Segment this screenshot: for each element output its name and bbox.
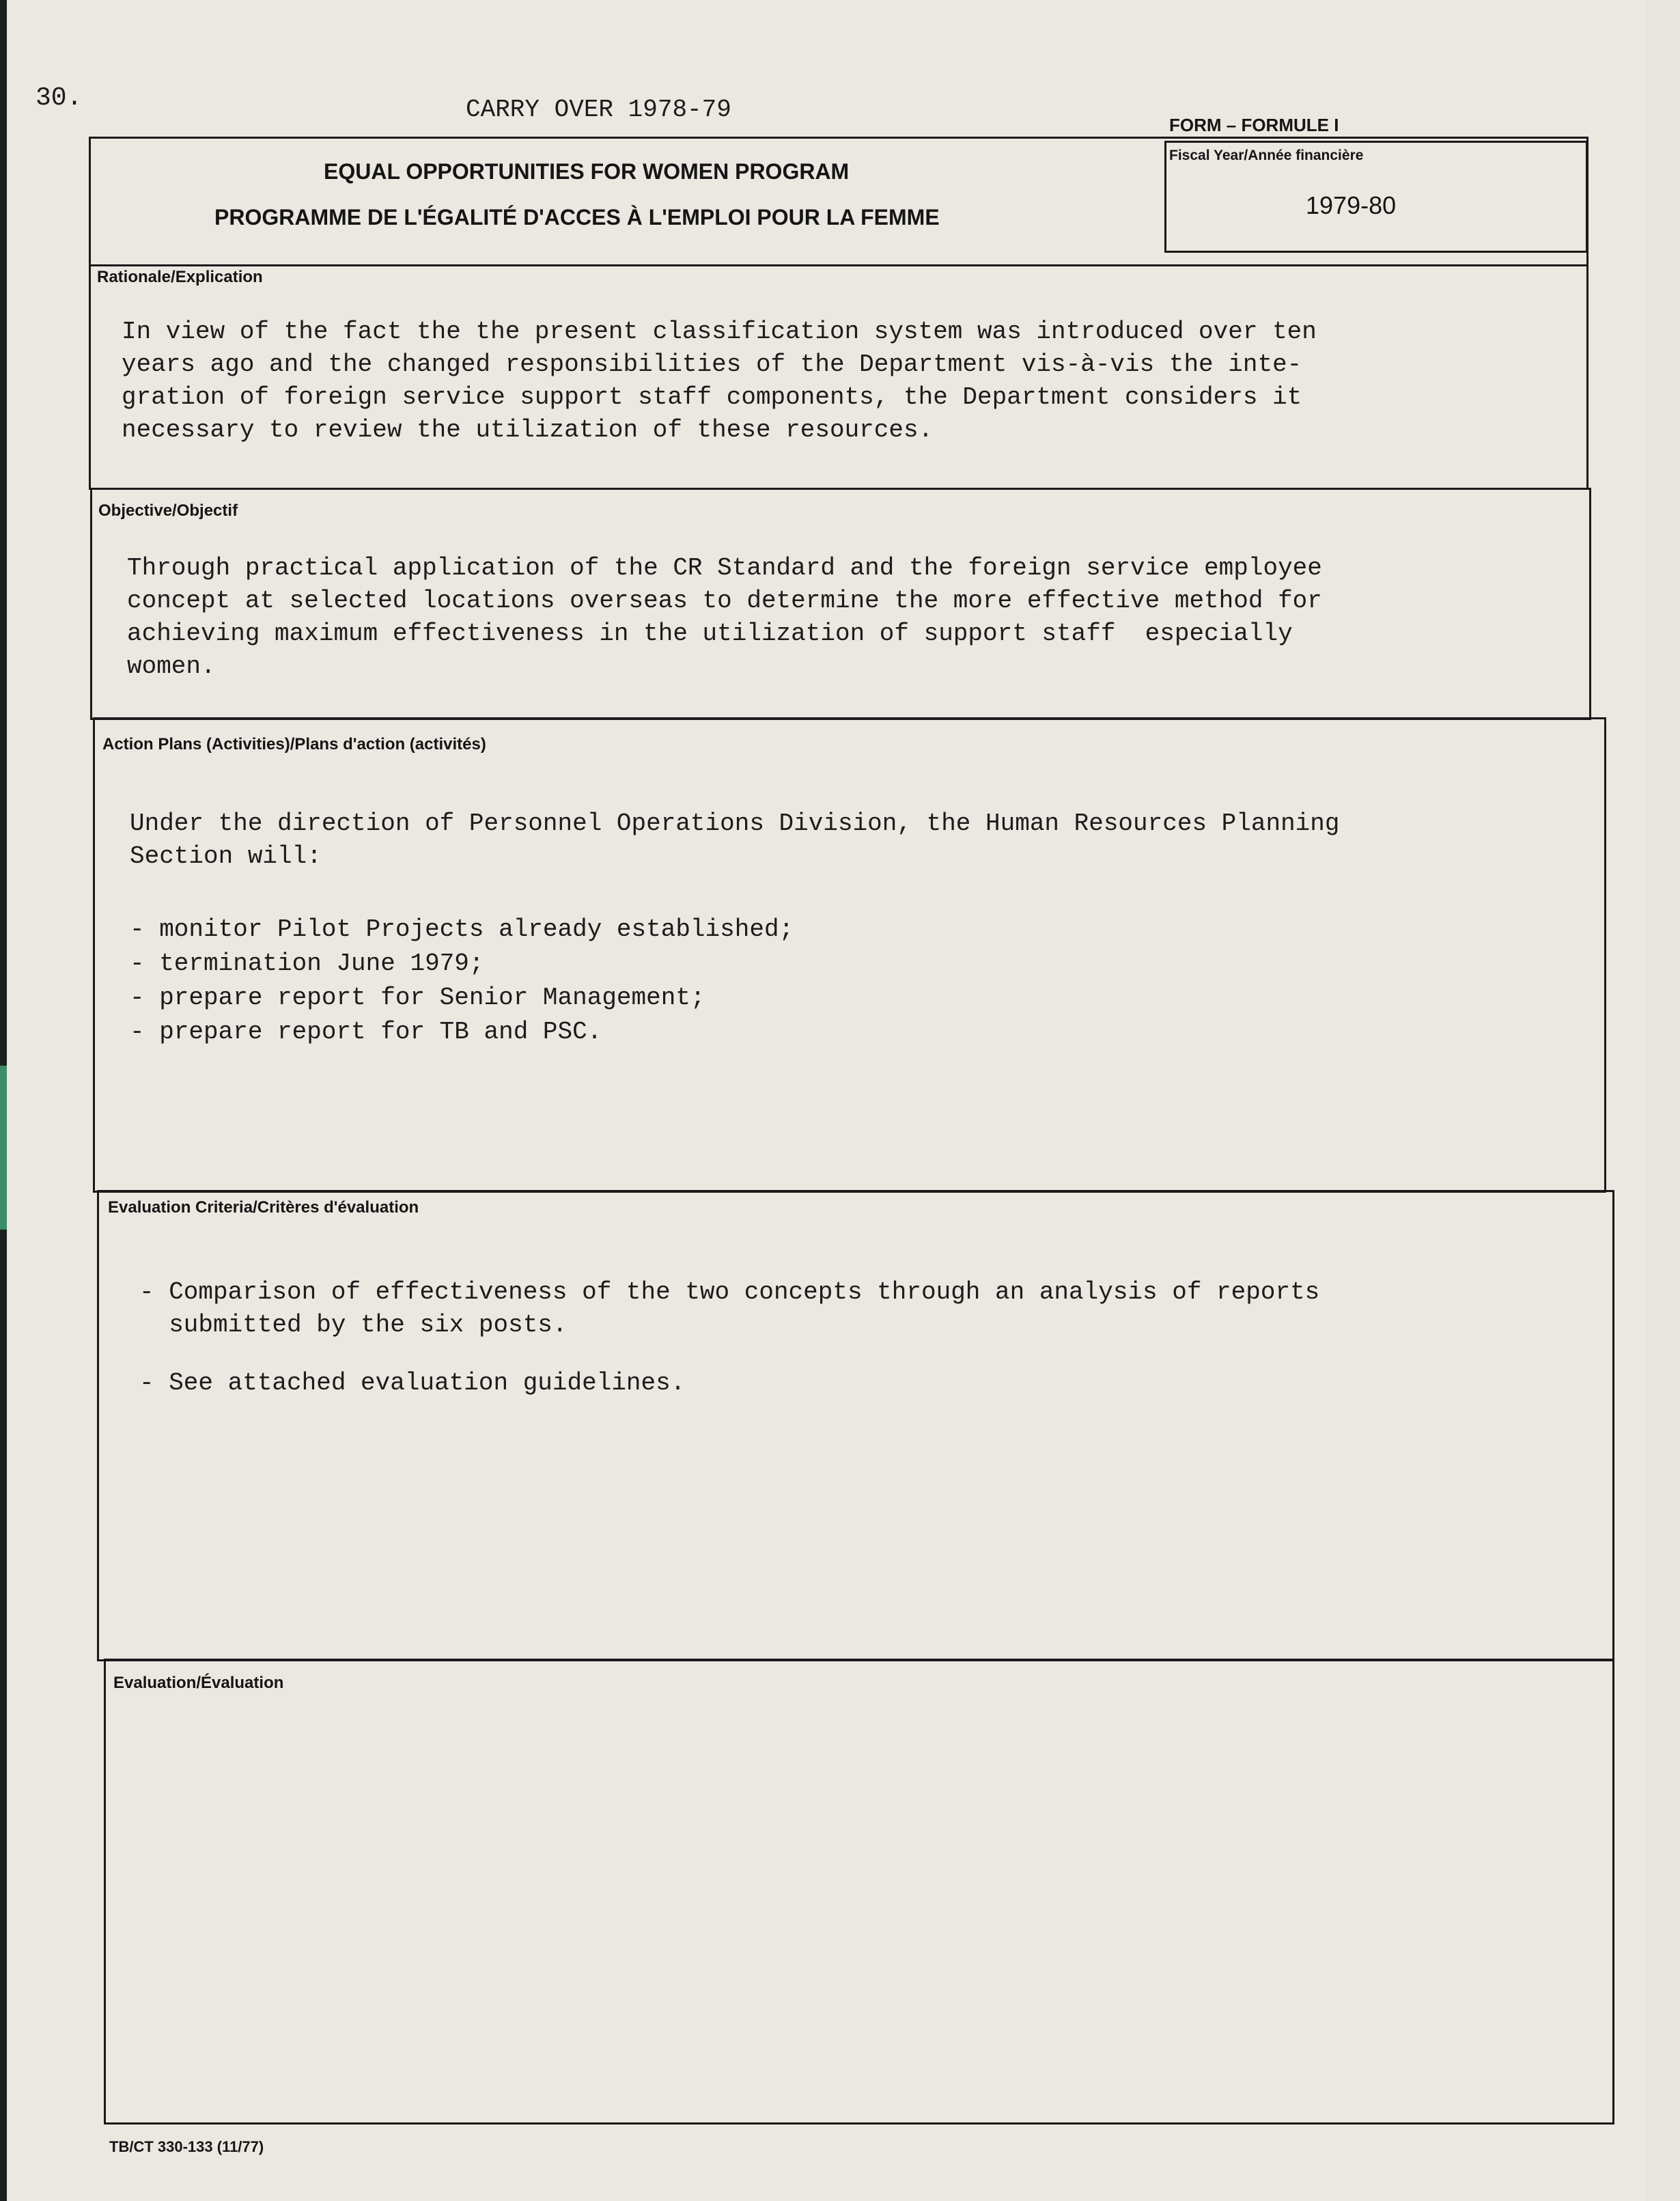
- program-title-en: EQUAL OPPORTUNITIES FOR WOMEN PROGRAM: [324, 159, 850, 184]
- action-plans-intro: Under the direction of Personnel Operations Division, the Human Resources Planning Section will:: [130, 809, 1340, 870]
- evaluation-label: Evaluation/Évaluation: [113, 1674, 284, 1692]
- fiscal-year-label: Fiscal Year/Année financière: [1169, 148, 1364, 163]
- evaluation-criteria-label: Evaluation Criteria/Critères d'évaluation: [108, 1198, 419, 1217]
- rationale-label: Rationale/Explication: [97, 268, 263, 286]
- carry-over-heading: CARRY OVER 1978-79: [466, 96, 731, 124]
- spiral-binding: [1646, 0, 1680, 2201]
- action-plans-label: Action Plans (Activities)/Plans d'action (activités): [102, 735, 486, 753]
- form-label: FORM – FORMULE I: [1169, 115, 1339, 135]
- list-item: - prepare report for Senior Management;: [130, 984, 705, 1012]
- list-item: - Comparison of effectiveness of the two concepts through an analysis of reports submitted by the six posts.: [139, 1278, 1320, 1339]
- objective-label: Objective/Objectif: [98, 501, 238, 520]
- form-number: TB/CT 330-133 (11/77): [109, 2138, 264, 2155]
- objective-text: Through practical application of the CR Standard and the foreign service employee concept at selected locations overseas to determine the more effective method for achieving maximum effectiveness in the utilization of support staff especially women.: [127, 554, 1322, 680]
- action-plans-list: [130, 913, 794, 1049]
- list-item: - prepare report for TB and PSC.: [130, 1018, 602, 1046]
- evaluation-criteria-section: [97, 1190, 1614, 1661]
- page-number: 30.: [36, 83, 83, 113]
- evaluation-section: [104, 1659, 1614, 2124]
- list-item: - monitor Pilot Projects already established;: [130, 915, 794, 943]
- fiscal-year-value: 1979-80: [1306, 191, 1397, 219]
- program-title-fr: PROGRAMME DE L'ÉGALITÉ D'ACCES À L'EMPLOI POUR LA FEMME: [214, 205, 940, 230]
- rationale-text: In view of the fact the the present classification system was introduced over ten years ago and the changed responsibilities of the Department vis-à-vis the inte- gration of foreign service support staff components, the Department considers it necessary to review the utilization of these resources.: [122, 318, 1317, 444]
- list-item: - termination June 1979;: [130, 950, 484, 978]
- list-item: - See attached evaluation guidelines.: [139, 1369, 686, 1397]
- evaluation-criteria-list: [139, 1276, 1319, 1400]
